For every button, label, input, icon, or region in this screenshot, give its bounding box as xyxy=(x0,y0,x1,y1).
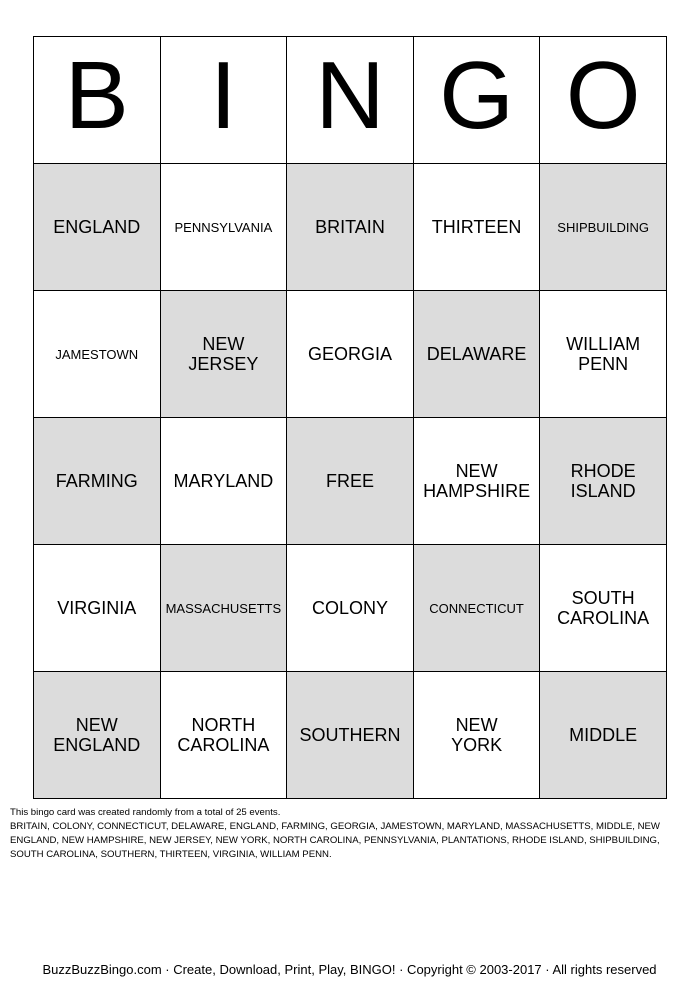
square: MARYLAND xyxy=(161,418,288,545)
header-letter: N xyxy=(315,42,385,149)
free-square: FREE xyxy=(287,418,414,545)
bingo-card xyxy=(33,36,667,799)
header-letter: O xyxy=(565,42,641,149)
square: CONNECTICUT xyxy=(414,545,541,672)
header-letter: I xyxy=(210,42,237,149)
header-o xyxy=(540,37,667,164)
square: COLONY xyxy=(287,545,414,672)
square: NEW HAMPSHIRE xyxy=(414,418,541,545)
header-i xyxy=(161,37,288,164)
square: NEW JERSEY xyxy=(161,291,288,418)
header-letter: G xyxy=(439,42,514,149)
square: JAMESTOWN xyxy=(34,291,161,418)
square: VIRGINIA xyxy=(34,545,161,672)
square: ENGLAND xyxy=(34,164,161,291)
note-event-list: BRITAIN, COLONY, CONNECTICUT, DELAWARE, ENGLAND, FARMING, GEORGIA, JAMESTOWN, MARYLAND, MASSACHUSETTS, MIDDLE, NEW ENGLAND, NEW HAMPSHIRE, NEW JERSEY, NEW YORK, NORTH CAROLINA, PENNSYLVANIA, PLANTATIONS, RHODE ISLAND, SHIPBUILDING, SOUTH CAROLINA, SOUTHERN, THIRTEEN, VIRGINIA, WILLIAM PENN. xyxy=(10,821,660,860)
square: MASSACHUSETTS xyxy=(161,545,288,672)
square: WILLIAM PENN xyxy=(540,291,667,418)
header-letter: B xyxy=(64,42,129,149)
header-row xyxy=(34,37,667,164)
card-note xyxy=(10,806,690,862)
square: FARMING xyxy=(34,418,161,545)
square: BRITAIN xyxy=(287,164,414,291)
card-row-4 xyxy=(34,545,667,672)
square: SOUTH CAROLINA xyxy=(540,545,667,672)
square: GEORGIA xyxy=(287,291,414,418)
square: RHODE ISLAND xyxy=(540,418,667,545)
square: THIRTEEN xyxy=(414,164,541,291)
square: DELAWARE xyxy=(414,291,541,418)
card-row-2 xyxy=(34,291,667,418)
footer-copyright: BuzzBuzzBingo.com · Create, Download, Print, Play, BINGO! · Copyright © 2003-2017 · All rights reserved xyxy=(42,962,657,977)
header-b xyxy=(34,37,161,164)
square: MIDDLE xyxy=(540,672,667,799)
card-row-5 xyxy=(34,672,667,799)
card-row-3 xyxy=(34,418,667,545)
square: PENNSYLVANIA xyxy=(161,164,288,291)
square: NEW YORK xyxy=(414,672,541,799)
square: SHIPBUILDING xyxy=(540,164,667,291)
note-intro: This bingo card was created randomly from a total of 25 events. xyxy=(10,807,281,818)
square: NORTH CAROLINA xyxy=(161,672,288,799)
header-g xyxy=(414,37,541,164)
square: SOUTHERN xyxy=(287,672,414,799)
square: NEW ENGLAND xyxy=(34,672,161,799)
card-row-1 xyxy=(34,164,667,291)
header-n xyxy=(287,37,414,164)
